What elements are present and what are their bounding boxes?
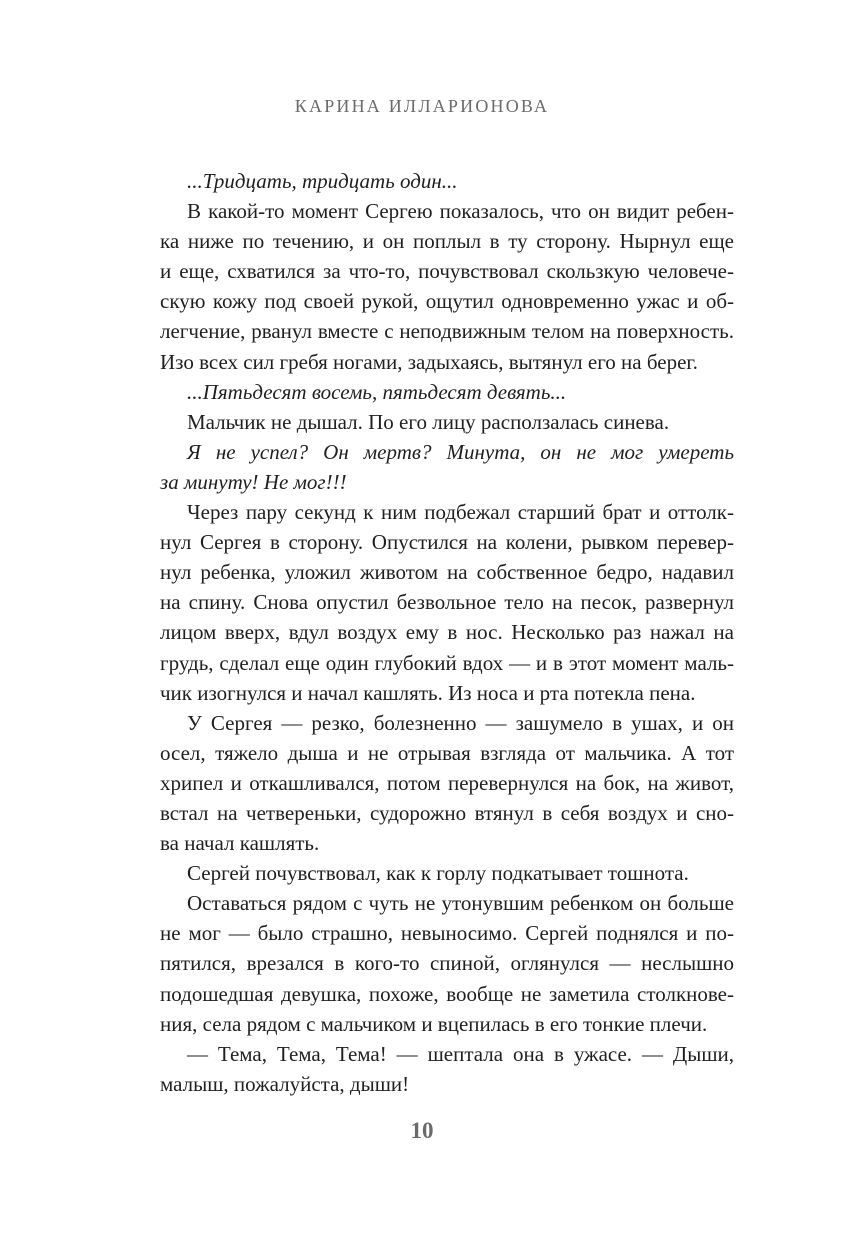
text-line: — Тема, Тема, Тема! — шептала она в ужасе. — Дыши, — [187, 1041, 734, 1066]
text-line: грудь, сделал еще один глубокий вдох — и в этот момент маль- — [160, 650, 734, 675]
text-line: Через пару секунд к ним подбежал старший брат и оттолк- — [187, 500, 734, 525]
text-line: нул ребенка, уложил животом на собственное бедро, надавил — [160, 560, 734, 585]
text-line: Оставаться рядом с чуть не утонувшим ребенком он больше — [187, 891, 734, 916]
text-line: У Сергея — резко, болезненно — зашумело в ушах, и он — [187, 710, 734, 735]
text-line: легчение, рванул вместе с неподвижным телом на поверхность. — [160, 319, 734, 344]
text-line: нул Сергея в сторону. Опустился на колени, рывком перевер- — [160, 530, 734, 555]
text-line: не мог — было страшно, невыносимо. Сергей поднялся и по- — [160, 921, 734, 946]
text-line: В какой-то момент Сергею показалось, что он видит ребен- — [187, 199, 734, 224]
text-line: малыш, пожалуйста, дыши! — [160, 1071, 410, 1096]
text-line: Я не успел? Он мертв? Минута, он не мог умереть — [187, 439, 734, 464]
text-line: скую кожу под своей рукой, ощутил одновременно ужас и об- — [160, 289, 734, 314]
running-head-author: КАРИНА ИЛЛАРИОНОВА — [294, 96, 550, 116]
text-line: за минуту! Не мог!!! — [160, 469, 347, 494]
text-line: Изо всех сил гребя ногами, задыхаясь, вытянул его на берег. — [160, 349, 698, 374]
text-line: Мальчик не дышал. По его лицу расползалась синева. — [187, 409, 670, 434]
page-number: 10 — [410, 1118, 434, 1143]
text-line: ...Тридцать, тридцать один... — [187, 169, 458, 193]
body-text — [160, 166, 734, 1099]
text-line: встал на четвереньки, судорожно втянул в себя воздух и сно- — [160, 800, 734, 825]
text-line: Сергей почувствовал, как к горлу подкатывает тошнота. — [187, 861, 689, 886]
text-line: ка ниже по течению, и он поплыл в ту сторону. Нырнул еще — [160, 229, 734, 254]
text-line: подошедшая девушка, похоже, вообще не заметила столкнове- — [160, 981, 734, 1006]
text-line: чик изогнулся и начал кашлять. Из носа и рта потекла пена. — [160, 680, 696, 705]
text-line: и еще, схватился за что-то, почувствовал скользкую человече- — [160, 259, 734, 284]
text-line: на спину. Снова опустил безвольное тело на песок, развернул — [160, 590, 734, 615]
text-line: ния, села рядом с мальчиком и вцепилась в его тонкие плечи. — [160, 1011, 708, 1036]
text-line: лицом вверх, вдул воздух ему в нос. Несколько раз нажал на — [160, 620, 734, 645]
text-line: осел, тяжело дыша и не отрывая взгляда от мальчика. А тот — [160, 740, 734, 765]
text-line: ...Пятьдесят восемь, пятьдесят девять... — [187, 379, 567, 404]
text-line: пятился, врезался в кого-то спиной, оглянулся — неслышно — [160, 951, 734, 976]
text-line: ва начал кашлять. — [160, 831, 320, 856]
text-line: хрипел и откашливался, потом перевернулся на бок, на живот, — [160, 770, 734, 795]
